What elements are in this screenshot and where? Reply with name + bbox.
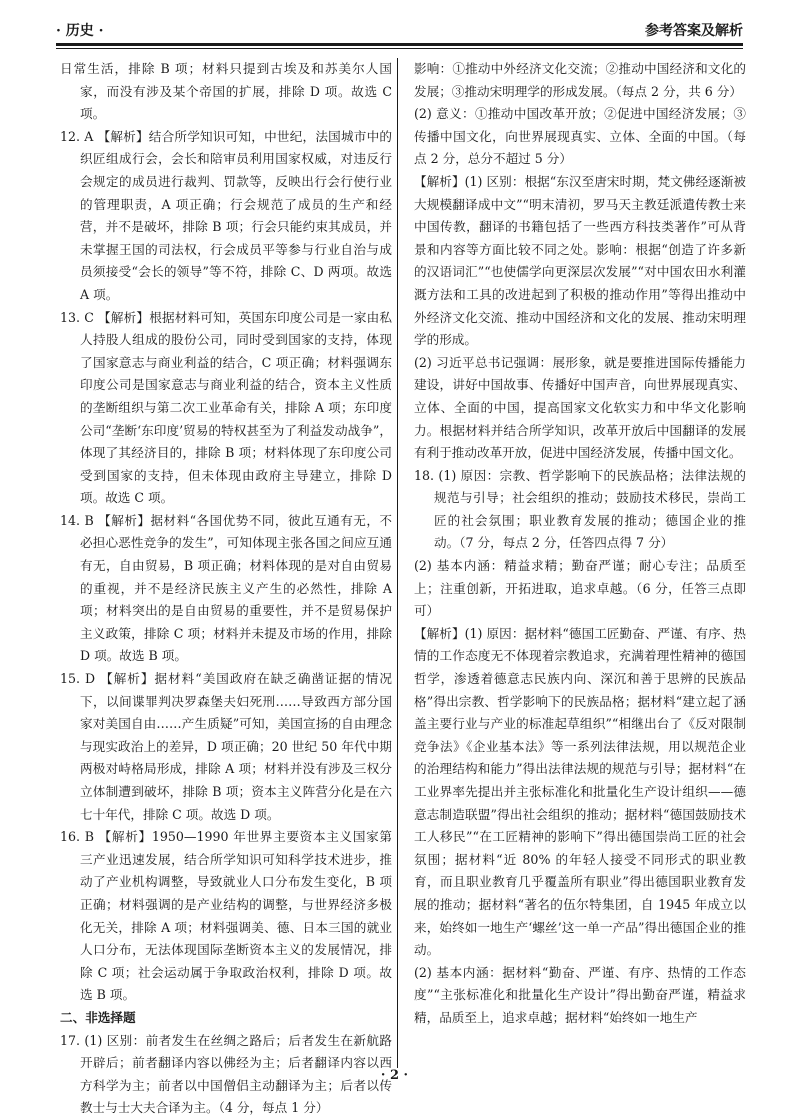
answer-paragraph: 【解析】(1) 原因：据材料“德国工匠勤奋、严谨、有序、热情的工作态度无不体现着宗教追求，充满着理性精神的德国哲学，渗透着德意志民族内向、深沉和善于思辨的民族品格”得出宗教、哲学影响下的民族品格；据材料“建立起了涵盖主要行业与产业的标准起草组织”“相继出台了《反对限制竞争法》《企业基本法》等一系列法律法规，用以规范企业的治理结构和能力”得出法律法规的规范与引导；据材料“在工业界率先提出并主张标准化和批量化生产设计组织——德意志制造联盟”得出社会组织的推动；据材料“德国鼓励技术工人移民”“在工匠精神的影响下”得出德国崇尚工匠的社会氛围；据材料“近 80% 的年轻人接受不同形式的职业教育，而且职业教育几乎覆盖所有职业”得出德国职业教育发展的推动；据材料“著名的伍尔特集团，自 1945 年成立以来，始终如一地生产‘螺丝’这一单一产品”得出德国企业的推动。 (414, 625, 746, 958)
right-column (414, 58, 746, 1030)
answer-paragraph: 【解析】(1) 区别：根据“东汉至唐宋时期，梵文佛经逐渐被大规模翻译成中文”“明末清初，罗马天主教廷派遣传教士来中国传教，翻译的书籍包括了一些西方科技类著作”可从背景和内容等方面比较不同之处。影响：根据“创造了许多新的汉语词汇”“也使儒学向更深层次发展”“对中国农田水利灌溉方法和工具的改进起到了积极的推动作用”等得出推动中外经济文化交流、推动中国经济和文化的发展、推动宋明理学的形成。 (414, 173, 746, 348)
header-title: 参考答案及解析 (645, 23, 743, 39)
answer-paragraph: 影响：①推动中外经济文化交流；②推动中国经济和文化的发展；③推动宋明理学的形成发展。（每点 2 分，共 6 分） (414, 61, 746, 99)
subject-label: · 历史 · (56, 23, 104, 39)
section-heading: 二、非选择题 (60, 1009, 136, 1025)
answer-item: 18. (1) 原因：宗教、哲学影响下的民族品格；法律法规的规范与引导；社会组织的推动；鼓励技术移民，崇尚工匠的社会氛围；职业教育发展的推动；德国企业的推动。（7 分，每点 2 分，任答四点得 7 分） (414, 467, 746, 551)
column-divider (397, 58, 398, 1068)
header-rule-thin (56, 48, 743, 49)
answer-paragraph: (2) 意义：①推动中国改革开放；②促进中国经济发展；③传播中国文化，向世界展现真实、立体、全面的中国。（每点 2 分，总分不超过 5 分） (414, 106, 746, 167)
answer-item: 13. C 【解析】根据材料可知，英国东印度公司是一家由私人持股人组成的股份公司，同时受到国家的支持，体现了国家意志与商业利益的结合，C 项正确；材料强调东印度公司是国家意志与商业利益的结合，资本主义性质的垄断组织与第二次工业革命有关，排除 A 项；东印度公司“垄断‘东印度’贸易的特权甚至为了利益发动战争”，体现了其经济目的，排除 B 项；材料体现了东印度公司受到国家的支持，但未体现由政府主导建立，排除 D 项。故选 C 项。 (60, 309, 392, 506)
page-header (56, 10, 743, 40)
answer-item: 16. B 【解析】1950—1990 年世界主要资本主义国家第三产业迅速发展，结合所学知识可知科学技术进步，推动了产业机构调整，导致就业人口分布发生变化，B 项正确；材料强调的是产业结构的调整，与世界经济多极化无关，排除 A 项；材料强调美、德、日本三国的就业人口分布，无法体现国际垄断资本主义的发展情况，排除 C 项；社会运动属于争取政治权利，排除 D 项。故选 B 项。 (60, 829, 392, 1003)
answer-paragraph: (2) 基本内涵：据材料“勤奋、严谨、有序、热情的工作态度”“主张标准化和批量化生产设计”得出勤奋严谨，精益求精，品质至上，追求卓越；据材料“始终如一地生产 (414, 964, 746, 1025)
answer-item: 17. (1) 区别：前者发生在丝绸之路后；后者发生在新航路开辟后；前者翻译内容以佛经为主；后者翻译内容以西方科学为主；前者以中国僧侣主动翻译为主；后者以传教士与士大夫合译为主。（4 分，每点 1 分） (60, 1032, 392, 1116)
header-rule (56, 43, 743, 46)
page-number: · 2 · (380, 1068, 409, 1083)
answer-item: 15. D 【解析】据材料“美国政府在缺乏确凿证据的情况下，以间谍罪判决罗森堡夫妇死刑……导致西方部分国家对美国自由……产生质疑”可知，美国宣扬的自由理念与现实政治上的差异，D 项正确；20 世纪 50 年代中期两极对峙格局形成，排除 A 项；材料并没有涉及三权分立体制遭到破坏，排除 B 项；资本主义阵营分化是在六七十年代，排除 C 项。故选 D 项。 (60, 671, 392, 822)
answer-item: 12. A 【解析】结合所学知识可知，中世纪，法国城市中的织匠组成行会，会长和陪审员利用国家权威，对违反行会规定的成员进行裁判、罚款等，反映出行会行使行业的管理职责，A 项正确；行会规范了成员的生产和经营，并不是破坏，排除 B 项；行会只能约束其成员，并未掌握王国的司法权，行会成员平等参与行业自治与成员须接受“会长的领导”等不符，排除 C、D 两项。故选 A 项。 (60, 128, 392, 302)
answer-paragraph: (2) 习近平总书记强调：展形象，就是要推进国际传播能力建设，讲好中国故事、传播好中国声音，向世界展现真实、立体、全面的中国，提高国家文化软实力和中华文化影响力。根据材料并结合所学知识，改革开放后中国翻译的发展有利于推动改革开放，促进中国经济发展，传播中国文化。 (414, 354, 746, 461)
answer-item: 日常生活，排除 B 项；材料只提到古埃及和苏美尔人国家，而没有涉及某个帝国的扩展，排除 D 项。故选 C 项。 (60, 61, 392, 122)
answer-item: 14. B 【解析】据材料“各国优势不同，彼此互通有无，不必担心恶性竞争的发生”，可知体现主张各国之间应互通有无，自由贸易，B 项正确；材料体现的是对自由贸易的重视，并不是经济民族主义产生的必然性，排除 A 项；材料突出的是自由贸易的重要性，并不是贸易保护主义政策，排除 C 项；材料并未提及市场的作用，排除 D 项。故选 B 项。 (60, 512, 392, 664)
left-column (60, 58, 392, 1120)
answer-paragraph: (2) 基本内涵：精益求精；勤奋严谨；耐心专注；品质至上；注重创新，开拓进取，追求卓越。（6 分，任答三点即可） (414, 558, 746, 619)
